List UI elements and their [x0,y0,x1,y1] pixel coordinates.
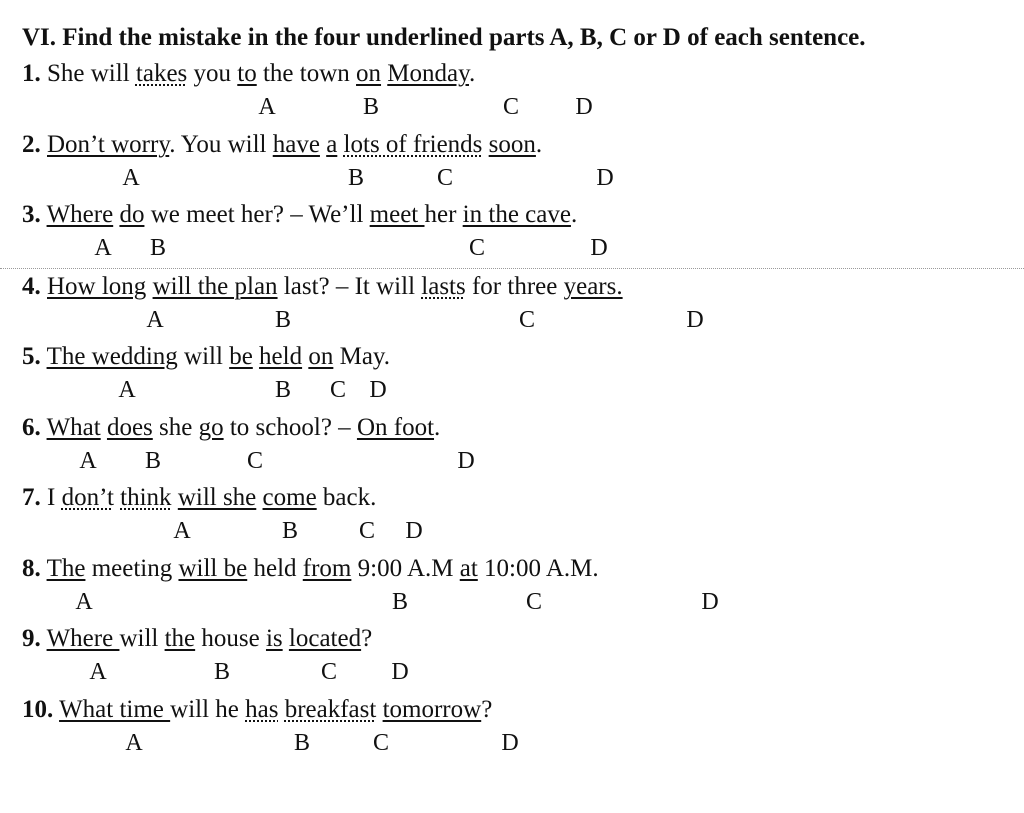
option-letter-a: A [125,730,143,756]
option-letter-a: A [122,165,140,191]
underlined-part-c: meet [369,201,425,228]
option-letter-c: C [525,589,542,615]
option-letter-b: B [213,659,230,685]
option-letter-d: D [369,377,387,403]
underlined-part-d: years. [563,273,623,300]
option-letter-d: D [575,94,593,120]
question-number: 10. [22,696,54,723]
underlined-part-d: tomorrow [382,696,482,723]
underlined-part-a: Where [46,201,114,228]
sentence: 1. She will takes you to the town on Monday. [22,60,476,87]
underlined-part-b: to [237,60,257,87]
sentence: 5. The wedding will be held on May. [22,343,391,370]
option-letter-c: C [329,377,346,403]
question-8 [0,555,1024,625]
option-letter-a: A [89,659,107,685]
underlined-part-a: Where [46,625,120,652]
option-letter-c: C [372,730,389,756]
underlined-part-a: What time [59,696,171,723]
underlined-part-b: be [229,343,253,370]
option-letter-b: B [362,94,379,120]
underlined-part-c: breakfast [284,696,377,723]
option-letter-b: B [144,448,161,474]
underlined-part-b: will the plan [152,273,278,300]
underlined-part-b: will she [177,484,257,511]
question-6 [0,414,1024,484]
question-2 [0,131,1024,201]
option-letter-d: D [596,165,614,191]
question-10 [0,696,1024,766]
option-letter-d: D [391,659,409,685]
question-number: 8. [22,555,41,582]
option-letter-d: D [457,448,475,474]
underlined-part-d: soon [488,131,536,158]
option-letter-a: A [75,589,93,615]
question-number: 3. [22,201,41,228]
question-number: 2. [22,131,41,158]
question-number: 4. [22,273,41,300]
sentence: 4. How long will the plan last? – It will lasts for three years. [22,273,623,300]
underlined-part-d: Monday [387,60,469,87]
sentence: 7. I don’t think will she come back. [22,484,377,511]
option-letter-d: D [701,589,719,615]
option-letter-d: D [501,730,519,756]
option-letter-b: B [391,589,408,615]
option-letter-b: B [293,730,310,756]
underlined-part-c: lasts [421,273,466,300]
underlined-part-c: on [356,60,382,87]
option-letter-c: C [320,659,337,685]
underlined-part-c: go [198,414,224,441]
option-letter-c: C [358,518,375,544]
underlined-part-a: The wedding [46,343,178,370]
option-letter-c: C [518,307,535,333]
underlined-part-a: don’t [61,484,114,511]
underlined-part-b: have [272,131,320,158]
exercise-title: VI. Find the mistake in the four underlined parts A, B, C or D of each sentence. [22,24,866,51]
option-letter-b: B [274,377,291,403]
question-1 [0,60,1024,130]
underlined-part-a: What [46,414,101,441]
option-letter-a: A [146,307,164,333]
underlined-part-d: in the cave [462,201,571,228]
underlined-part-d: on [308,343,334,370]
question-5 [0,343,1024,413]
option-letter-d: D [686,307,704,333]
underlined-part-a: takes [135,60,188,87]
option-letter-c: C [246,448,263,474]
sentence: 8. The meeting will be held from 9:00 A.M at 10:00 A.M. [22,555,599,582]
sentence: 2. Don’t worry. You will have a lots of friends soon. [22,131,543,158]
underlined-part-b: will be [178,555,248,582]
sentence: 9. Where will the house is located? [22,625,373,652]
option-letter-b: B [281,518,298,544]
question-4 [0,273,1024,343]
option-letter-b: B [274,307,291,333]
option-letter-a: A [79,448,97,474]
question-number: 5. [22,343,41,370]
question-number: 1. [22,60,41,87]
underlined-part-c: come [262,484,317,511]
sentence: 10. What time will he has breakfast tomorrow? [22,696,493,723]
underlined-part-b: does [106,414,153,441]
option-letter-a: A [258,94,276,120]
option-letter-d: D [405,518,423,544]
underlined-part-d: On foot [356,414,435,441]
underlined-part-a: The [46,555,86,582]
question-9 [0,625,1024,695]
option-letter-a: A [118,377,136,403]
underlined-part-a: Don’t worry [47,131,170,158]
option-letter-b: B [149,235,166,261]
question-7 [0,484,1024,554]
question-number: 6. [22,414,41,441]
underlined-part-a-continued: think [120,484,172,511]
underlined-part-c: from [302,555,352,582]
option-letter-b: B [347,165,364,191]
underlined-part-c-continued: lots of friends [343,131,483,158]
option-letter-a: A [94,235,112,261]
option-letter-c: C [468,235,485,261]
underlined-part-c: held [259,343,303,370]
underlined-part-c: is [265,625,283,652]
option-letter-c: C [502,94,519,120]
option-letter-c: C [436,165,453,191]
question-number: 7. [22,484,41,511]
sentence: 6. What does she go to school? – On foot. [22,414,441,441]
underlined-part-d: at [459,555,478,582]
underlined-part-c: a [326,131,338,158]
question-3 [0,201,1024,271]
underlined-part-a: How long [47,273,147,300]
underlined-part-b: do [119,201,145,228]
underlined-part-b: the [164,625,196,652]
underlined-part-b: has [245,696,279,723]
option-letter-a: A [173,518,191,544]
sentence: 3. Where do we meet her? – We’ll meet her in the cave. [22,201,578,228]
option-letter-d: D [590,235,608,261]
question-number: 9. [22,625,41,652]
underlined-part-d: located [288,625,362,652]
dotted-divider [0,268,1024,269]
